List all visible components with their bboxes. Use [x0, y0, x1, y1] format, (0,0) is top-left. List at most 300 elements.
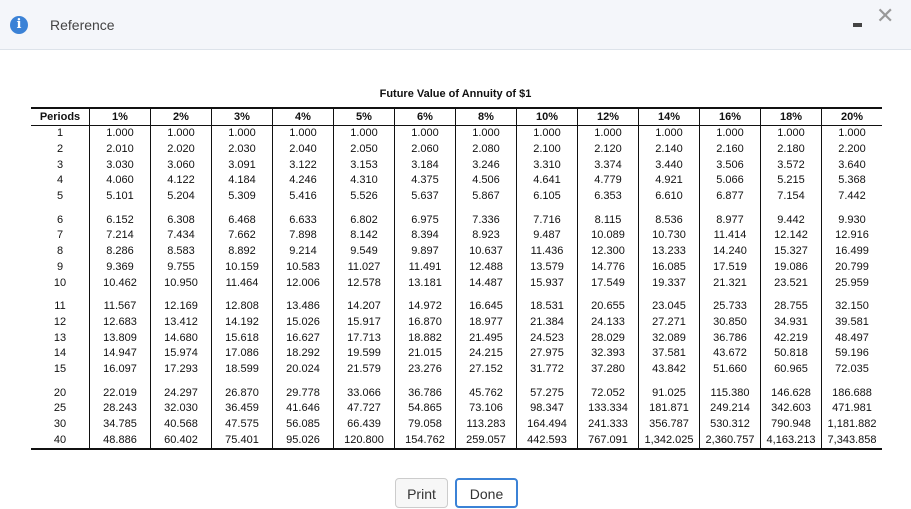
- value-cell: 4.060: [90, 173, 151, 189]
- value-cell: 21.579: [334, 362, 395, 378]
- value-cell: 7.336: [456, 204, 517, 228]
- value-cell: 23.521: [761, 275, 822, 291]
- value-cell: 36.459: [212, 401, 273, 417]
- value-cell: 50.818: [761, 346, 822, 362]
- value-cell: 249.214: [700, 401, 761, 417]
- value-cell: 3.572: [761, 157, 822, 173]
- value-cell: 14.776: [578, 260, 639, 276]
- value-cell: 59.196: [822, 346, 883, 362]
- value-cell: 17.549: [578, 275, 639, 291]
- value-cell: 11.436: [517, 244, 578, 260]
- value-cell: 530.312: [700, 417, 761, 433]
- value-cell: 12.916: [822, 228, 883, 244]
- value-cell: 13.809: [90, 330, 151, 346]
- value-cell: 29.778: [273, 377, 334, 401]
- value-cell: 28.029: [578, 330, 639, 346]
- value-cell: 442.593: [517, 432, 578, 449]
- value-cell: 1.000: [822, 126, 883, 142]
- value-cell: 3.122: [273, 157, 334, 173]
- value-cell: 13.233: [639, 244, 700, 260]
- value-cell: 2.100: [517, 142, 578, 158]
- period-cell: 9: [56, 260, 64, 273]
- column-header-rate: 3%: [212, 108, 273, 126]
- value-cell: 14.207: [334, 291, 395, 315]
- value-cell: 7.716: [517, 204, 578, 228]
- value-cell: 17.086: [212, 346, 273, 362]
- done-button[interactable]: Done: [455, 478, 518, 508]
- info-icon: i: [10, 16, 28, 34]
- annuity-table: [31, 107, 882, 450]
- table-row: [31, 291, 882, 315]
- value-cell: 3.153: [334, 157, 395, 173]
- value-cell: 3.506: [700, 157, 761, 173]
- value-cell: 9.369: [90, 260, 151, 276]
- value-cell: 47.575: [212, 417, 273, 433]
- value-cell: 31.772: [517, 362, 578, 378]
- period-cell: 14: [53, 347, 67, 360]
- value-cell: 113.283: [456, 417, 517, 433]
- value-cell: 72.052: [578, 377, 639, 401]
- value-cell: 15.917: [334, 315, 395, 331]
- value-cell: 5.526: [334, 189, 395, 205]
- period-cell: 7: [56, 229, 64, 242]
- column-header-rate: 10%: [517, 108, 578, 126]
- value-cell: 11.567: [90, 291, 151, 315]
- value-cell: 41.646: [273, 401, 334, 417]
- column-header-rate: 8%: [456, 108, 517, 126]
- value-cell: 6.877: [700, 189, 761, 205]
- value-cell: 8.394: [395, 228, 456, 244]
- value-cell: 18.531: [517, 291, 578, 315]
- value-cell: 28.755: [761, 291, 822, 315]
- value-cell: 33.066: [334, 377, 395, 401]
- value-cell: 1.000: [639, 126, 700, 142]
- value-cell: 12.578: [334, 275, 395, 291]
- column-header-rate: 14%: [639, 108, 700, 126]
- value-cell: 2.120: [578, 142, 639, 158]
- value-cell: 12.808: [212, 291, 273, 315]
- value-cell: 1.000: [212, 126, 273, 142]
- value-cell: 16.870: [395, 315, 456, 331]
- value-cell: 19.337: [639, 275, 700, 291]
- value-cell: 12.300: [578, 244, 639, 260]
- value-cell: 15.974: [151, 346, 212, 362]
- value-cell: 8.115: [578, 204, 639, 228]
- value-cell: 56.085: [273, 417, 334, 433]
- value-cell: 471.981: [822, 401, 883, 417]
- value-cell: 30.850: [700, 315, 761, 331]
- value-cell: 356.787: [639, 417, 700, 433]
- table-row: [31, 204, 882, 228]
- table-row: [31, 157, 882, 173]
- value-cell: 9.755: [151, 260, 212, 276]
- dialog-header: [0, 0, 911, 50]
- value-cell: 1.000: [456, 126, 517, 142]
- period-cell: 30: [53, 418, 67, 431]
- value-cell: 3.440: [639, 157, 700, 173]
- table-row: [31, 244, 882, 260]
- value-cell: 1.000: [578, 126, 639, 142]
- period-cell: 13: [53, 331, 67, 344]
- value-cell: 10.583: [273, 260, 334, 276]
- period-cell: 15: [53, 362, 67, 375]
- value-cell: 14.972: [395, 291, 456, 315]
- value-cell: 15.327: [761, 244, 822, 260]
- value-cell: 4.375: [395, 173, 456, 189]
- value-cell: 115.380: [700, 377, 761, 401]
- value-cell: 4.184: [212, 173, 273, 189]
- value-cell: 2.010: [90, 142, 151, 158]
- value-cell: 5.101: [90, 189, 151, 205]
- value-cell: 2.200: [822, 142, 883, 158]
- period-cell: 10: [53, 276, 67, 289]
- table-row: [31, 260, 882, 276]
- value-cell: 1.000: [761, 126, 822, 142]
- table-row: [31, 126, 882, 142]
- value-cell: 8.142: [334, 228, 395, 244]
- value-cell: 4,163.213: [761, 432, 822, 449]
- period-cell: 3: [56, 158, 64, 171]
- value-cell: 181.871: [639, 401, 700, 417]
- value-cell: 1.000: [517, 126, 578, 142]
- value-cell: 95.026: [273, 432, 334, 449]
- value-cell: 16.085: [639, 260, 700, 276]
- value-cell: 14.947: [90, 346, 151, 362]
- value-cell: 7.898: [273, 228, 334, 244]
- value-cell: 11.027: [334, 260, 395, 276]
- value-cell: 7.442: [822, 189, 883, 205]
- table-row: [31, 228, 882, 244]
- value-cell: 10.089: [578, 228, 639, 244]
- table-row: [31, 377, 882, 401]
- value-cell: 6.610: [639, 189, 700, 205]
- value-cell: 40.568: [151, 417, 212, 433]
- value-cell: 8.923: [456, 228, 517, 244]
- value-cell: 13.579: [517, 260, 578, 276]
- value-cell: 3.640: [822, 157, 883, 173]
- value-cell: 37.581: [639, 346, 700, 362]
- value-cell: 14.487: [456, 275, 517, 291]
- table-row: [31, 401, 882, 417]
- value-cell: 18.292: [273, 346, 334, 362]
- value-cell: 6.308: [151, 204, 212, 228]
- value-cell: 2.030: [212, 142, 273, 158]
- value-cell: 23.045: [639, 291, 700, 315]
- value-cell: 47.727: [334, 401, 395, 417]
- value-cell: 27.975: [517, 346, 578, 362]
- value-cell: 1.000: [334, 126, 395, 142]
- value-cell: 9.549: [334, 244, 395, 260]
- value-cell: 5.215: [761, 173, 822, 189]
- value-cell: 60.965: [761, 362, 822, 378]
- value-cell: 6.152: [90, 204, 151, 228]
- value-cell: 1.000: [700, 126, 761, 142]
- value-cell: 11.491: [395, 260, 456, 276]
- value-cell: 2.050: [334, 142, 395, 158]
- value-cell: 2.160: [700, 142, 761, 158]
- value-cell: 1,342.025: [639, 432, 700, 449]
- value-cell: 8.892: [212, 244, 273, 260]
- dialog-title: Reference: [50, 17, 115, 33]
- table-row: [31, 330, 882, 346]
- period-cell: 11: [54, 300, 66, 313]
- table-row: [31, 346, 882, 362]
- value-cell: 13.412: [151, 315, 212, 331]
- value-cell: 36.786: [700, 330, 761, 346]
- period-cell: 6: [56, 213, 64, 226]
- value-cell: 10.950: [151, 275, 212, 291]
- value-cell: 6.975: [395, 204, 456, 228]
- value-cell: 4.310: [334, 173, 395, 189]
- value-cell: 7.154: [761, 189, 822, 205]
- value-cell: 7,343.858: [822, 432, 883, 449]
- value-cell: 133.334: [578, 401, 639, 417]
- table-row: [31, 173, 882, 189]
- value-cell: 32.150: [822, 291, 883, 315]
- value-cell: 20.024: [273, 362, 334, 378]
- value-cell: 3.184: [395, 157, 456, 173]
- period-cell: 1: [56, 127, 64, 140]
- value-cell: 16.499: [822, 244, 883, 260]
- value-cell: 15.937: [517, 275, 578, 291]
- value-cell: 164.494: [517, 417, 578, 433]
- value-cell: 3.374: [578, 157, 639, 173]
- value-cell: 259.057: [456, 432, 517, 449]
- print-button[interactable]: Print: [395, 478, 448, 508]
- value-cell: 15.618: [212, 330, 273, 346]
- value-cell: 34.931: [761, 315, 822, 331]
- value-cell: 4.921: [639, 173, 700, 189]
- period-cell: 5: [56, 190, 64, 203]
- value-cell: 6.468: [212, 204, 273, 228]
- value-cell: 3.246: [456, 157, 517, 173]
- value-cell: 19.599: [334, 346, 395, 362]
- column-header-rate: 4%: [273, 108, 334, 126]
- value-cell: 51.660: [700, 362, 761, 378]
- value-cell: 24.133: [578, 315, 639, 331]
- value-cell: 25.959: [822, 275, 883, 291]
- value-cell: 7.662: [212, 228, 273, 244]
- value-cell: 12.169: [151, 291, 212, 315]
- value-cell: 14.192: [212, 315, 273, 331]
- column-header-rate: 16%: [700, 108, 761, 126]
- value-cell: 48.497: [822, 330, 883, 346]
- value-cell: 146.628: [761, 377, 822, 401]
- value-cell: 5.309: [212, 189, 273, 205]
- value-cell: 3.030: [90, 157, 151, 173]
- close-button[interactable]: ✕: [876, 4, 895, 29]
- value-cell: 32.030: [151, 401, 212, 417]
- value-cell: 12.683: [90, 315, 151, 331]
- value-cell: 43.842: [639, 362, 700, 378]
- value-cell: 8.583: [151, 244, 212, 260]
- value-cell: 1.000: [273, 126, 334, 142]
- value-cell: 23.276: [395, 362, 456, 378]
- value-cell: 98.347: [517, 401, 578, 417]
- value-cell: 6.105: [517, 189, 578, 205]
- value-cell: 4.506: [456, 173, 517, 189]
- minimize-button[interactable]: [853, 23, 862, 27]
- value-cell: 27.271: [639, 315, 700, 331]
- value-cell: 25.733: [700, 291, 761, 315]
- value-cell: 45.762: [456, 377, 517, 401]
- value-cell: 5.637: [395, 189, 456, 205]
- value-cell: 120.800: [334, 432, 395, 449]
- value-cell: 12.488: [456, 260, 517, 276]
- value-cell: 22.019: [90, 377, 151, 401]
- value-cell: 3.060: [151, 157, 212, 173]
- value-cell: 72.035: [822, 362, 883, 378]
- value-cell: 13.486: [273, 291, 334, 315]
- value-cell: 73.106: [456, 401, 517, 417]
- table-row: [31, 189, 882, 205]
- value-cell: 342.603: [761, 401, 822, 417]
- value-cell: 9.442: [761, 204, 822, 228]
- value-cell: 10.159: [212, 260, 273, 276]
- value-cell: 10.637: [456, 244, 517, 260]
- value-cell: 2.060: [395, 142, 456, 158]
- period-cell: 25: [53, 402, 67, 415]
- value-cell: 4.779: [578, 173, 639, 189]
- value-cell: 4.246: [273, 173, 334, 189]
- value-cell: 5.416: [273, 189, 334, 205]
- table-header-row: [31, 108, 882, 126]
- value-cell: 7.214: [90, 228, 151, 244]
- value-cell: 2.140: [639, 142, 700, 158]
- value-cell: 24.215: [456, 346, 517, 362]
- value-cell: 2.180: [761, 142, 822, 158]
- value-cell: 4.122: [151, 173, 212, 189]
- value-cell: 20.799: [822, 260, 883, 276]
- value-cell: 21.384: [517, 315, 578, 331]
- table-row: [31, 142, 882, 158]
- value-cell: 17.519: [700, 260, 761, 276]
- value-cell: 6.353: [578, 189, 639, 205]
- value-cell: 2,360.757: [700, 432, 761, 449]
- period-cell: 12: [53, 315, 67, 328]
- value-cell: 14.680: [151, 330, 212, 346]
- value-cell: 9.897: [395, 244, 456, 260]
- value-cell: 32.089: [639, 330, 700, 346]
- value-cell: 24.523: [517, 330, 578, 346]
- value-cell: 24.297: [151, 377, 212, 401]
- value-cell: 186.688: [822, 377, 883, 401]
- value-cell: 1.000: [90, 126, 151, 142]
- value-cell: 16.627: [273, 330, 334, 346]
- column-header-periods: Periods: [31, 108, 90, 126]
- period-cell: 20: [53, 386, 67, 399]
- table-row: [31, 275, 882, 291]
- value-cell: 57.275: [517, 377, 578, 401]
- value-cell: 79.058: [395, 417, 456, 433]
- value-cell: 10.462: [90, 275, 151, 291]
- value-cell: 5.867: [456, 189, 517, 205]
- value-cell: 16.645: [456, 291, 517, 315]
- table-row: [31, 432, 882, 449]
- period-cell: 40: [31, 432, 90, 449]
- value-cell: 13.181: [395, 275, 456, 291]
- value-cell: 11.464: [212, 275, 273, 291]
- value-cell: 60.402: [151, 432, 212, 449]
- value-cell: 19.086: [761, 260, 822, 276]
- value-cell: 8.536: [639, 204, 700, 228]
- column-header-rate: 20%: [822, 108, 883, 126]
- period-cell: 4: [56, 174, 64, 187]
- value-cell: 34.785: [90, 417, 151, 433]
- value-cell: 5.368: [822, 173, 883, 189]
- column-header-rate: 12%: [578, 108, 639, 126]
- value-cell: 17.293: [151, 362, 212, 378]
- value-cell: 1,181.882: [822, 417, 883, 433]
- column-header-rate: 18%: [761, 108, 822, 126]
- table-title: Future Value of Annuity of $1: [379, 88, 532, 100]
- table-row: [31, 315, 882, 331]
- period-cell: 2: [56, 143, 64, 156]
- value-cell: 3.310: [517, 157, 578, 173]
- value-cell: 4.641: [517, 173, 578, 189]
- value-cell: 11.414: [700, 228, 761, 244]
- value-cell: 1.000: [395, 126, 456, 142]
- value-cell: 21.321: [700, 275, 761, 291]
- value-cell: 16.097: [90, 362, 151, 378]
- column-header-rate: 6%: [395, 108, 456, 126]
- period-cell: 8: [56, 245, 64, 258]
- value-cell: 91.025: [639, 377, 700, 401]
- value-cell: 15.026: [273, 315, 334, 331]
- value-cell: 20.655: [578, 291, 639, 315]
- column-header-rate: 5%: [334, 108, 395, 126]
- value-cell: 8.286: [90, 244, 151, 260]
- column-header-rate: 1%: [90, 108, 151, 126]
- value-cell: 790.948: [761, 417, 822, 433]
- value-cell: 9.930: [822, 204, 883, 228]
- value-cell: 21.495: [456, 330, 517, 346]
- value-cell: 75.401: [212, 432, 273, 449]
- value-cell: 6.633: [273, 204, 334, 228]
- value-cell: 2.020: [151, 142, 212, 158]
- value-cell: 48.886: [90, 432, 151, 449]
- value-cell: 39.581: [822, 315, 883, 331]
- value-cell: 36.786: [395, 377, 456, 401]
- value-cell: 18.882: [395, 330, 456, 346]
- value-cell: 14.240: [700, 244, 761, 260]
- value-cell: 1.000: [151, 126, 212, 142]
- value-cell: 12.006: [273, 275, 334, 291]
- value-cell: 154.762: [395, 432, 456, 449]
- value-cell: 43.672: [700, 346, 761, 362]
- value-cell: 66.439: [334, 417, 395, 433]
- value-cell: 5.066: [700, 173, 761, 189]
- value-cell: 54.865: [395, 401, 456, 417]
- value-cell: 28.243: [90, 401, 151, 417]
- value-cell: 241.333: [578, 417, 639, 433]
- value-cell: 2.080: [456, 142, 517, 158]
- value-cell: 42.219: [761, 330, 822, 346]
- value-cell: 18.599: [212, 362, 273, 378]
- value-cell: 17.713: [334, 330, 395, 346]
- value-cell: 5.204: [151, 189, 212, 205]
- value-cell: 32.393: [578, 346, 639, 362]
- value-cell: 27.152: [456, 362, 517, 378]
- value-cell: 37.280: [578, 362, 639, 378]
- value-cell: 12.142: [761, 228, 822, 244]
- value-cell: 2.040: [273, 142, 334, 158]
- value-cell: 8.977: [700, 204, 761, 228]
- value-cell: 9.487: [517, 228, 578, 244]
- value-cell: 767.091: [578, 432, 639, 449]
- value-cell: 9.214: [273, 244, 334, 260]
- value-cell: 6.802: [334, 204, 395, 228]
